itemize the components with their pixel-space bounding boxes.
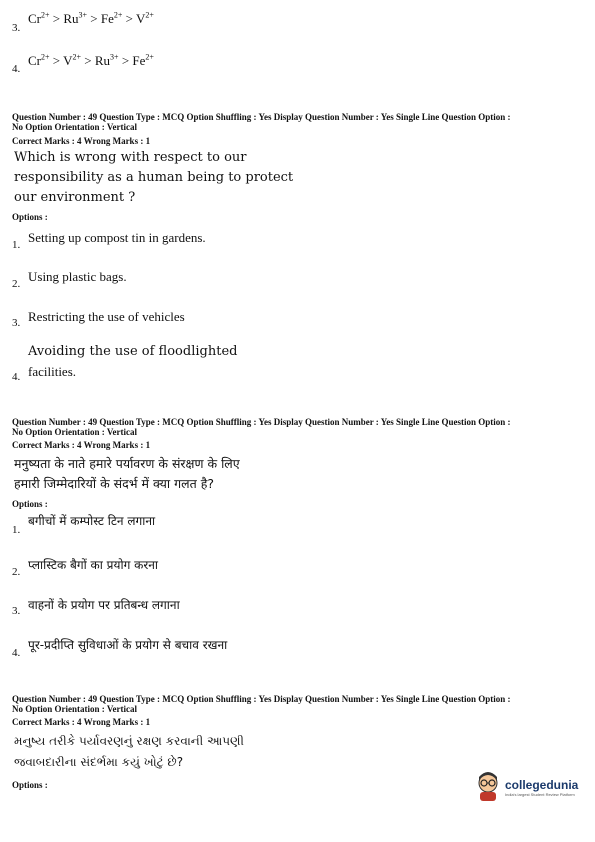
question-meta: Question Number : 49 Question Type : MCQ Option Shuffling : Yes Display Question Number : Yes Single Line Question Option :: [12, 417, 511, 427]
options-label: Options :: [12, 499, 48, 509]
question-text-line: મનુષ્ય તરીકે પર્યાવરણનું રક્ષણ કરવાની આપણી: [14, 734, 244, 748]
question-marks: Correct Marks : 4 Wrong Marks : 1: [12, 136, 151, 146]
option-text: वाहनों के प्रयोग पर प्रतिबन्ध लगाना: [28, 598, 180, 612]
option-text: $Cr^{2+} > Ru^{3+} > Fe^{2+} > V^{2+}$: [28, 10, 154, 26]
question-marks: Correct Marks : 4 Wrong Marks : 1: [12, 440, 151, 450]
option-text: Using plastic bags.: [28, 269, 127, 284]
question-meta-continued: No Option Orientation : Vertical: [12, 704, 137, 714]
option-text: facilities.: [28, 364, 77, 379]
question-meta: Question Number : 49 Question Type : MCQ Option Shuffling : Yes Display Question Number : Yes Single Line Question Option :: [12, 112, 511, 122]
question-meta-continued: No Option Orientation : Vertical: [12, 427, 137, 437]
option-text: Setting up compost tin in gardens.: [28, 230, 206, 245]
option-number: 4.: [12, 371, 21, 383]
option-number: 1.: [12, 524, 21, 536]
option-number: 4.: [12, 647, 21, 659]
logo-wordmark: collegedunia: [505, 777, 579, 792]
mascot-icon: [474, 772, 502, 802]
option-text: पूर-प्रदीप्ति सुविधाओं के प्रयोग से बचाव रखना: [28, 638, 228, 652]
question-text-line: જવાબદારીના સંદર્ભમા કયું ખોટું છે?: [14, 755, 184, 769]
option-number: 4.: [12, 63, 21, 75]
option-text: बगीचों में कम्पोस्ट टिन लगाना: [28, 514, 156, 528]
option-number: 2.: [12, 278, 21, 290]
option-text: प्लास्टिक बैगों का प्रयोग करना: [28, 558, 159, 572]
option-number: 3.: [12, 317, 21, 329]
logo-tagline: India's largest Student Review Platform: [505, 791, 575, 797]
option-number: 3.: [12, 605, 21, 617]
question-meta-continued: No Option Orientation : Vertical: [12, 122, 137, 132]
question-text-line: Which is wrong with respect to our: [14, 150, 247, 165]
option-number: 1.: [12, 239, 21, 251]
question-text-line: responsibility as a human being to protect: [14, 170, 294, 185]
question-marks: Correct Marks : 4 Wrong Marks : 1: [12, 717, 151, 727]
question-text-line: हमारी जिम्मेदारियों के संदर्भ में क्या गलत है?: [14, 476, 214, 491]
options-label: Options :: [12, 780, 48, 790]
options-label: Options :: [12, 212, 48, 222]
question-text-line: मनुष्यता के नाते हमारे पर्यावरण के संरक्षण के लिए: [14, 456, 240, 471]
question-meta: Question Number : 49 Question Type : MCQ Option Shuffling : Yes Display Question Number : Yes Single Line Question Option :: [12, 694, 511, 704]
option-text: $Cr^{2+} > V^{2+} > Ru^{3+} > Fe^{2+}$: [28, 52, 154, 68]
question-text-line: our environment ?: [14, 190, 136, 205]
option-number: 2.: [12, 566, 21, 578]
option-text: Restricting the use of vehicles: [28, 309, 185, 324]
collegedunia-logo: [474, 772, 578, 802]
option-number: 3.: [12, 22, 21, 34]
option-text: Avoiding the use of floodlighted: [28, 344, 238, 359]
